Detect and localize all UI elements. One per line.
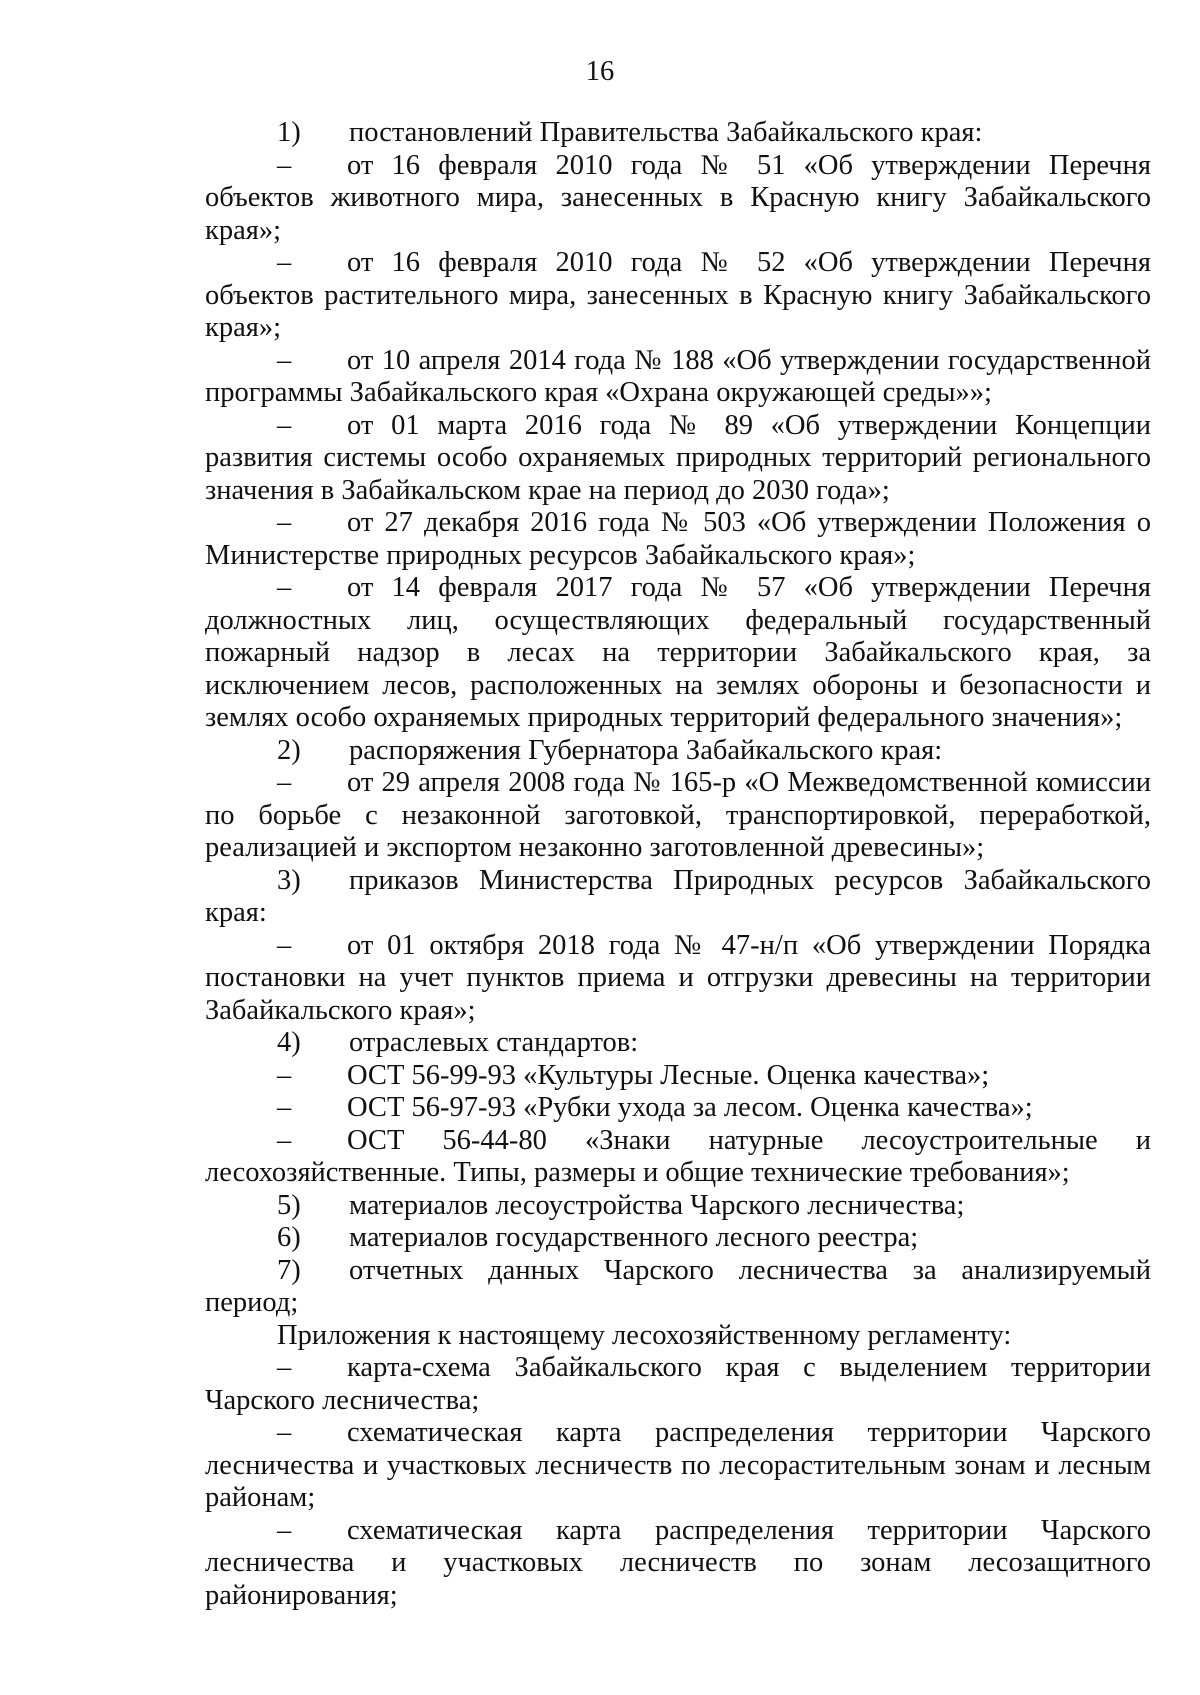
appendix-intro xyxy=(205,1320,1151,1353)
list-item-dash xyxy=(205,1092,1151,1125)
list-item-text: материалов государственного лесного реестра; xyxy=(349,1222,919,1253)
list-marker: – xyxy=(277,1352,292,1383)
list-item-dash xyxy=(205,767,1151,865)
list-marker: – xyxy=(277,929,292,961)
list-item-numbered xyxy=(205,1222,1151,1255)
list-marker: 3) xyxy=(277,864,301,896)
list-item-dash xyxy=(205,507,1151,572)
list-item-dash xyxy=(205,572,1151,735)
list-marker: 5) xyxy=(277,1189,301,1221)
list-item-numbered xyxy=(205,117,1151,150)
list-marker: 2) xyxy=(277,734,301,766)
list-item-numbered xyxy=(205,1190,1151,1223)
list-marker: – xyxy=(277,1417,292,1448)
list-item-dash xyxy=(205,1125,1151,1190)
list-marker: 7) xyxy=(277,1254,301,1286)
list-item-dash xyxy=(205,247,1151,345)
list-item-text: от 29 апреля 2008 года № 165-р «О Межведомственной комиссии по борьбе с незаконной заготовкой, транспортировкой, переработкой, реализацией и экспортом незаконно заготовленной древесины»; xyxy=(205,767,1151,863)
list-marker: – xyxy=(277,1092,292,1123)
list-item-text: постановлений Правительства Забайкальского края: xyxy=(349,117,983,148)
list-item-text: ОСТ 56-99-93 «Культуры Лесные. Оценка качества»; xyxy=(347,1059,990,1091)
list-item-text: отраслевых стандартов: xyxy=(349,1027,639,1058)
list-item-text: от 16 февраля 2010 года № 52 «Об утверждении Перечня объектов растительного мира, занесенных в Красную книгу Забайкальского края»; xyxy=(205,247,1151,343)
list-item-numbered xyxy=(205,1255,1151,1320)
list-item-text: от 01 октября 2018 года № 47-н/п «Об утверждении Порядка постановки на учет пунктов приема и отгрузки древесины на территории Забайкальского края»; xyxy=(205,929,1151,1026)
list-item-dash xyxy=(205,345,1151,410)
appendix-intro-text: Приложения к настоящему лесохозяйственному регламенту: xyxy=(277,1319,1012,1351)
list-item-numbered xyxy=(205,735,1151,768)
list-item-numbered xyxy=(205,1027,1151,1060)
list-item-text: ОСТ 56-44-80 «Знаки натурные лесоустроительные и лесохозяйственные. Типы, размеры и общие технические требования»; xyxy=(205,1124,1151,1188)
list-marker: 1) xyxy=(277,117,301,148)
list-item-dash xyxy=(205,930,1151,1028)
list-marker: – xyxy=(277,247,292,278)
page-number: 16 xyxy=(585,56,615,87)
list-marker: – xyxy=(277,507,292,538)
list-item-text: от 14 февраля 2017 года № 57 «Об утверждении Перечня должностных лиц, осуществляющих федеральный государственный пожарный надзор в лесах на территории Забайкальского края, за исключением лесов, расположенных на землях обороны и безопасности и землях особо охраняемых природных территорий федерального значения»; xyxy=(205,572,1151,733)
list-item-text: от 01 марта 2016 года № 89 «Об утверждении Концепции развития системы особо охраняемых природных территорий регионального значения в Забайкальском крае на период до 2030 года»; xyxy=(205,409,1151,506)
list-item-dash xyxy=(205,1060,1151,1093)
list-marker: – xyxy=(277,572,292,603)
list-item-text: отчетных данных Чарского лесничества за анализируемый период; xyxy=(205,1254,1151,1318)
list-item-text: материалов лесоустройства Чарского лесничества; xyxy=(349,1189,965,1221)
list-marker: 6) xyxy=(277,1222,301,1253)
list-marker: – xyxy=(277,1124,292,1156)
list-item-text: карта-схема Забайкальского края с выделением территории Чарского лесничества; xyxy=(205,1352,1151,1416)
list-item-text: от 27 декабря 2016 года № 503 «Об утверждении Положения о Министерстве природных ресурсов Забайкальского края»; xyxy=(205,507,1151,571)
list-marker: – xyxy=(277,344,292,376)
list-item-text: схематическая карта распределения территории Чарского лесничества и участковых лесничеств по зонам лесозащитного районирования; xyxy=(205,1514,1151,1611)
list-item-text: схематическая карта распределения территории Чарского лесничества и участковых лесничеств по лесорастительным зонам и лесным районам; xyxy=(205,1417,1151,1513)
list-item-dash xyxy=(205,1352,1151,1417)
list-item-text: приказов Министерства Природных ресурсов Забайкальского края: xyxy=(205,864,1151,928)
list-marker: – xyxy=(277,1059,292,1091)
document-body xyxy=(205,117,1151,1612)
list-item-text: от 10 апреля 2014 года № 188 «Об утверждении государственной программы Забайкальского края «Охрана окружающей среды»»; xyxy=(205,344,1151,408)
list-marker: – xyxy=(277,767,292,798)
list-item-dash xyxy=(205,1515,1151,1613)
list-marker: – xyxy=(277,149,292,181)
list-item-numbered xyxy=(205,865,1151,930)
list-marker: – xyxy=(277,409,292,441)
list-item-text: от 16 февраля 2010 года № 51 «Об утверждении Перечня объектов животного мира, занесенных в Красную книгу Забайкальского края»; xyxy=(205,149,1151,246)
list-marker: 4) xyxy=(277,1027,301,1058)
list-item-dash xyxy=(205,150,1151,248)
list-marker: – xyxy=(277,1514,292,1546)
list-item-text: ОСТ 56-97-93 «Рубки ухода за лесом. Оценка качества»; xyxy=(347,1092,1033,1123)
list-item-dash xyxy=(205,1417,1151,1515)
list-item-text: распоряжения Губернатора Забайкальского края: xyxy=(349,734,943,766)
list-item-dash xyxy=(205,410,1151,508)
